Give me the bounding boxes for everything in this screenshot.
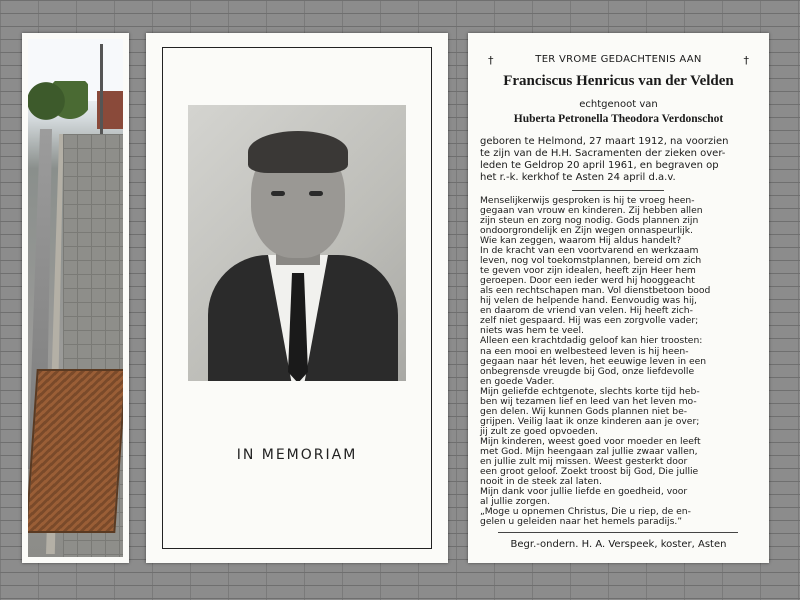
portrait-card <box>146 33 448 563</box>
body-line: onbegrensde vreugde bij God, onze liefdevolle <box>480 365 695 377</box>
cross-left-icon: † <box>488 54 494 67</box>
body-line: gen delen. Wij kunnen Gods plannen niet be- <box>480 405 688 417</box>
body-line: als een rechtschapen man. Vol dienstbetoon bood <box>480 285 711 297</box>
body-line: Alleen een krachtdadig geloof kan hier troosten: <box>480 335 703 347</box>
card-heading: TER VROME GEDACHTENIS AAN <box>535 54 702 65</box>
body-line: met God. Mijn heengaan zal jullie zwaar vallen, <box>480 445 698 457</box>
body-line: In de kracht van een voortvarend en werkzaam <box>480 245 699 257</box>
drain-grate-image <box>28 369 123 533</box>
body-line: leven, nog vol toekomstplannen, bereid om zich <box>480 255 702 267</box>
body-line: „Moge u opnemen Christus, Die u riep, de en- <box>480 505 691 517</box>
body-line: gegaan naar hét leven, het eeuwige leven in een <box>480 355 707 367</box>
body-line: Wie kan zeggen, waarom Hij aldus handelt? <box>480 235 682 247</box>
body-line: Mijn kinderen, weest goed voor moeder en leeft <box>480 435 701 447</box>
street-photo <box>28 39 123 557</box>
body-line: Mijn geliefde echtgenote, slechts korte tijd heb- <box>480 385 700 397</box>
body-line: Mijn dank voor jullie liefde en goedheid, voor <box>480 485 688 497</box>
body-line: ondoorgrondelijk en Zijn wegen onnaspeurlijk. <box>480 225 693 237</box>
undertaker-footer: Begr.-ondern. H. A. Verspeek, koster, Asten <box>510 539 727 550</box>
body-line: ben wij tezamen lief en leed van het leven mo- <box>480 395 697 407</box>
body-line: na een mooi en welbesteed leven is hij heen- <box>480 345 689 357</box>
bio-line: te zijn van de H.H. Sacramenten der zieken over- <box>480 148 726 159</box>
spouse-label: echtgenoot van <box>579 99 658 110</box>
body-line: zijn steun en zorg nog nodig. Gods plannen zijn <box>480 215 699 227</box>
body-line: jij zult ze goed opvoeden. <box>480 425 598 437</box>
body-line: en jullie zult mij missen. Weest gesterkt door <box>480 455 688 467</box>
in-memoriam-caption: IN MEMORIAM <box>236 447 358 463</box>
body-line: Menselijkerwijs gesproken is hij te vroeg heen- <box>480 195 695 206</box>
deceased-name: Franciscus Henricus van der Velden <box>503 73 734 89</box>
bio-line: leden te Geldrop 20 april 1961, en begraven op <box>480 160 719 171</box>
body-line: niets was hem te veel. <box>480 325 584 337</box>
body-line: te geven voor zijn idealen, heeft zijn Heer hem <box>480 265 696 277</box>
bio-line: het r.-k. kerkhof te Asten 24 april d.a.v. <box>480 172 676 183</box>
portrait-photo <box>188 105 406 381</box>
divider <box>498 532 738 533</box>
street-photo-panel <box>22 33 129 563</box>
body-line: hij velen de helpende hand. Eenvoudig was hij, <box>480 295 697 307</box>
body-line: geroepen. Door een ieder werd hij hooggeacht <box>480 275 695 287</box>
memorial-text-card <box>468 33 769 563</box>
spouse-name: Huberta Petronella Theodora Verdonschot <box>513 113 724 125</box>
body-line: gegaan van vrouw en kinderen. Zij hebben allen <box>480 205 703 216</box>
body-line: grijpen. Veilig laat ik onze kinderen aan je over; <box>480 415 700 427</box>
body-line: al jullie zorgen. <box>480 495 550 507</box>
body-line: zelf niet gespaard. Hij was een zorgvolle vader; <box>480 315 699 327</box>
cross-right-icon: † <box>743 54 749 67</box>
divider <box>572 190 664 191</box>
body-line: gelen u geleiden naar het hemels paradijs.” <box>480 516 683 527</box>
body-line: en goede Vader. <box>480 375 555 387</box>
bio-line: geboren te Helmond, 27 maart 1912, na voorzien <box>480 136 729 147</box>
body-line: nooit in de steek zal laten. <box>480 475 602 487</box>
body-line: een groot geloof. Zoekt troost bij God, Die jullie <box>480 465 699 477</box>
body-line: en daarom de vriend van velen. Hij heeft zich- <box>480 305 693 317</box>
